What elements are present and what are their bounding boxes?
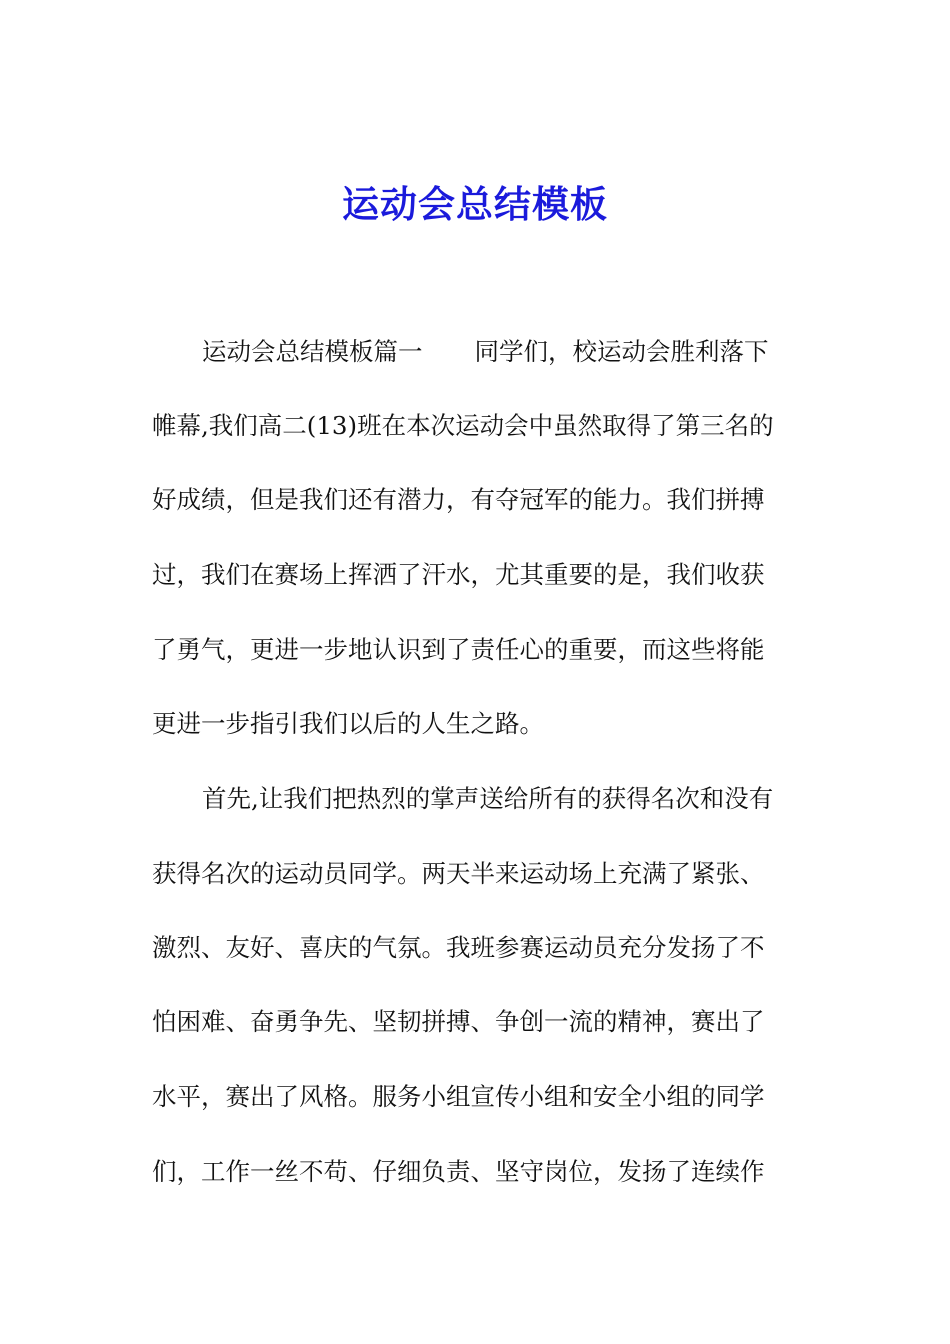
paragraph-2-line-2: 获得名次的运动员同学。两天半来运动场上充满了紧张、	[152, 859, 765, 888]
paragraph-2-line-1: 首先,让我们把热烈的掌声送给所有的获得名次和没有	[202, 784, 774, 813]
section-heading: 运动会总结模板篇一	[202, 337, 423, 366]
paragraph-2-line-5: 水平，赛出了风格。服务小组宣传小组和安全小组的同学	[152, 1082, 765, 1111]
paragraph-1-text: 同学们，校运动会胜利落下	[474, 337, 769, 366]
paragraph-1-line-1	[202, 334, 769, 370]
paragraph-2-line-6: 们，工作一丝不苟、仔细负责、坚守岗位，发扬了连续作	[152, 1157, 765, 1186]
paragraph-1-line-5: 了勇气，更进一步地认识到了责任心的重要，而这些将能	[152, 635, 765, 664]
paragraph-1-line-6: 更进一步指引我们以后的人生之路。	[152, 709, 544, 738]
paragraph-1-line-4: 过，我们在赛场上挥洒了汗水，尤其重要的是，我们收获	[152, 560, 765, 589]
document-title: 运动会总结模板	[342, 182, 608, 226]
paragraph-2-line-3: 激烈、友好、喜庆的气氛。我班参赛运动员充分发扬了不	[152, 933, 765, 962]
paragraph-1-line-3: 好成绩，但是我们还有潜力，有夺冠军的能力。我们拼搏	[152, 485, 765, 514]
paragraph-1-line-2: 帷幕,我们高二(13)班在本次运动会中虽然取得了第三名的	[152, 411, 774, 440]
paragraph-2-line-4: 怕困难、奋勇争先、坚韧拼搏、争创一流的精神，赛出了	[152, 1007, 765, 1036]
